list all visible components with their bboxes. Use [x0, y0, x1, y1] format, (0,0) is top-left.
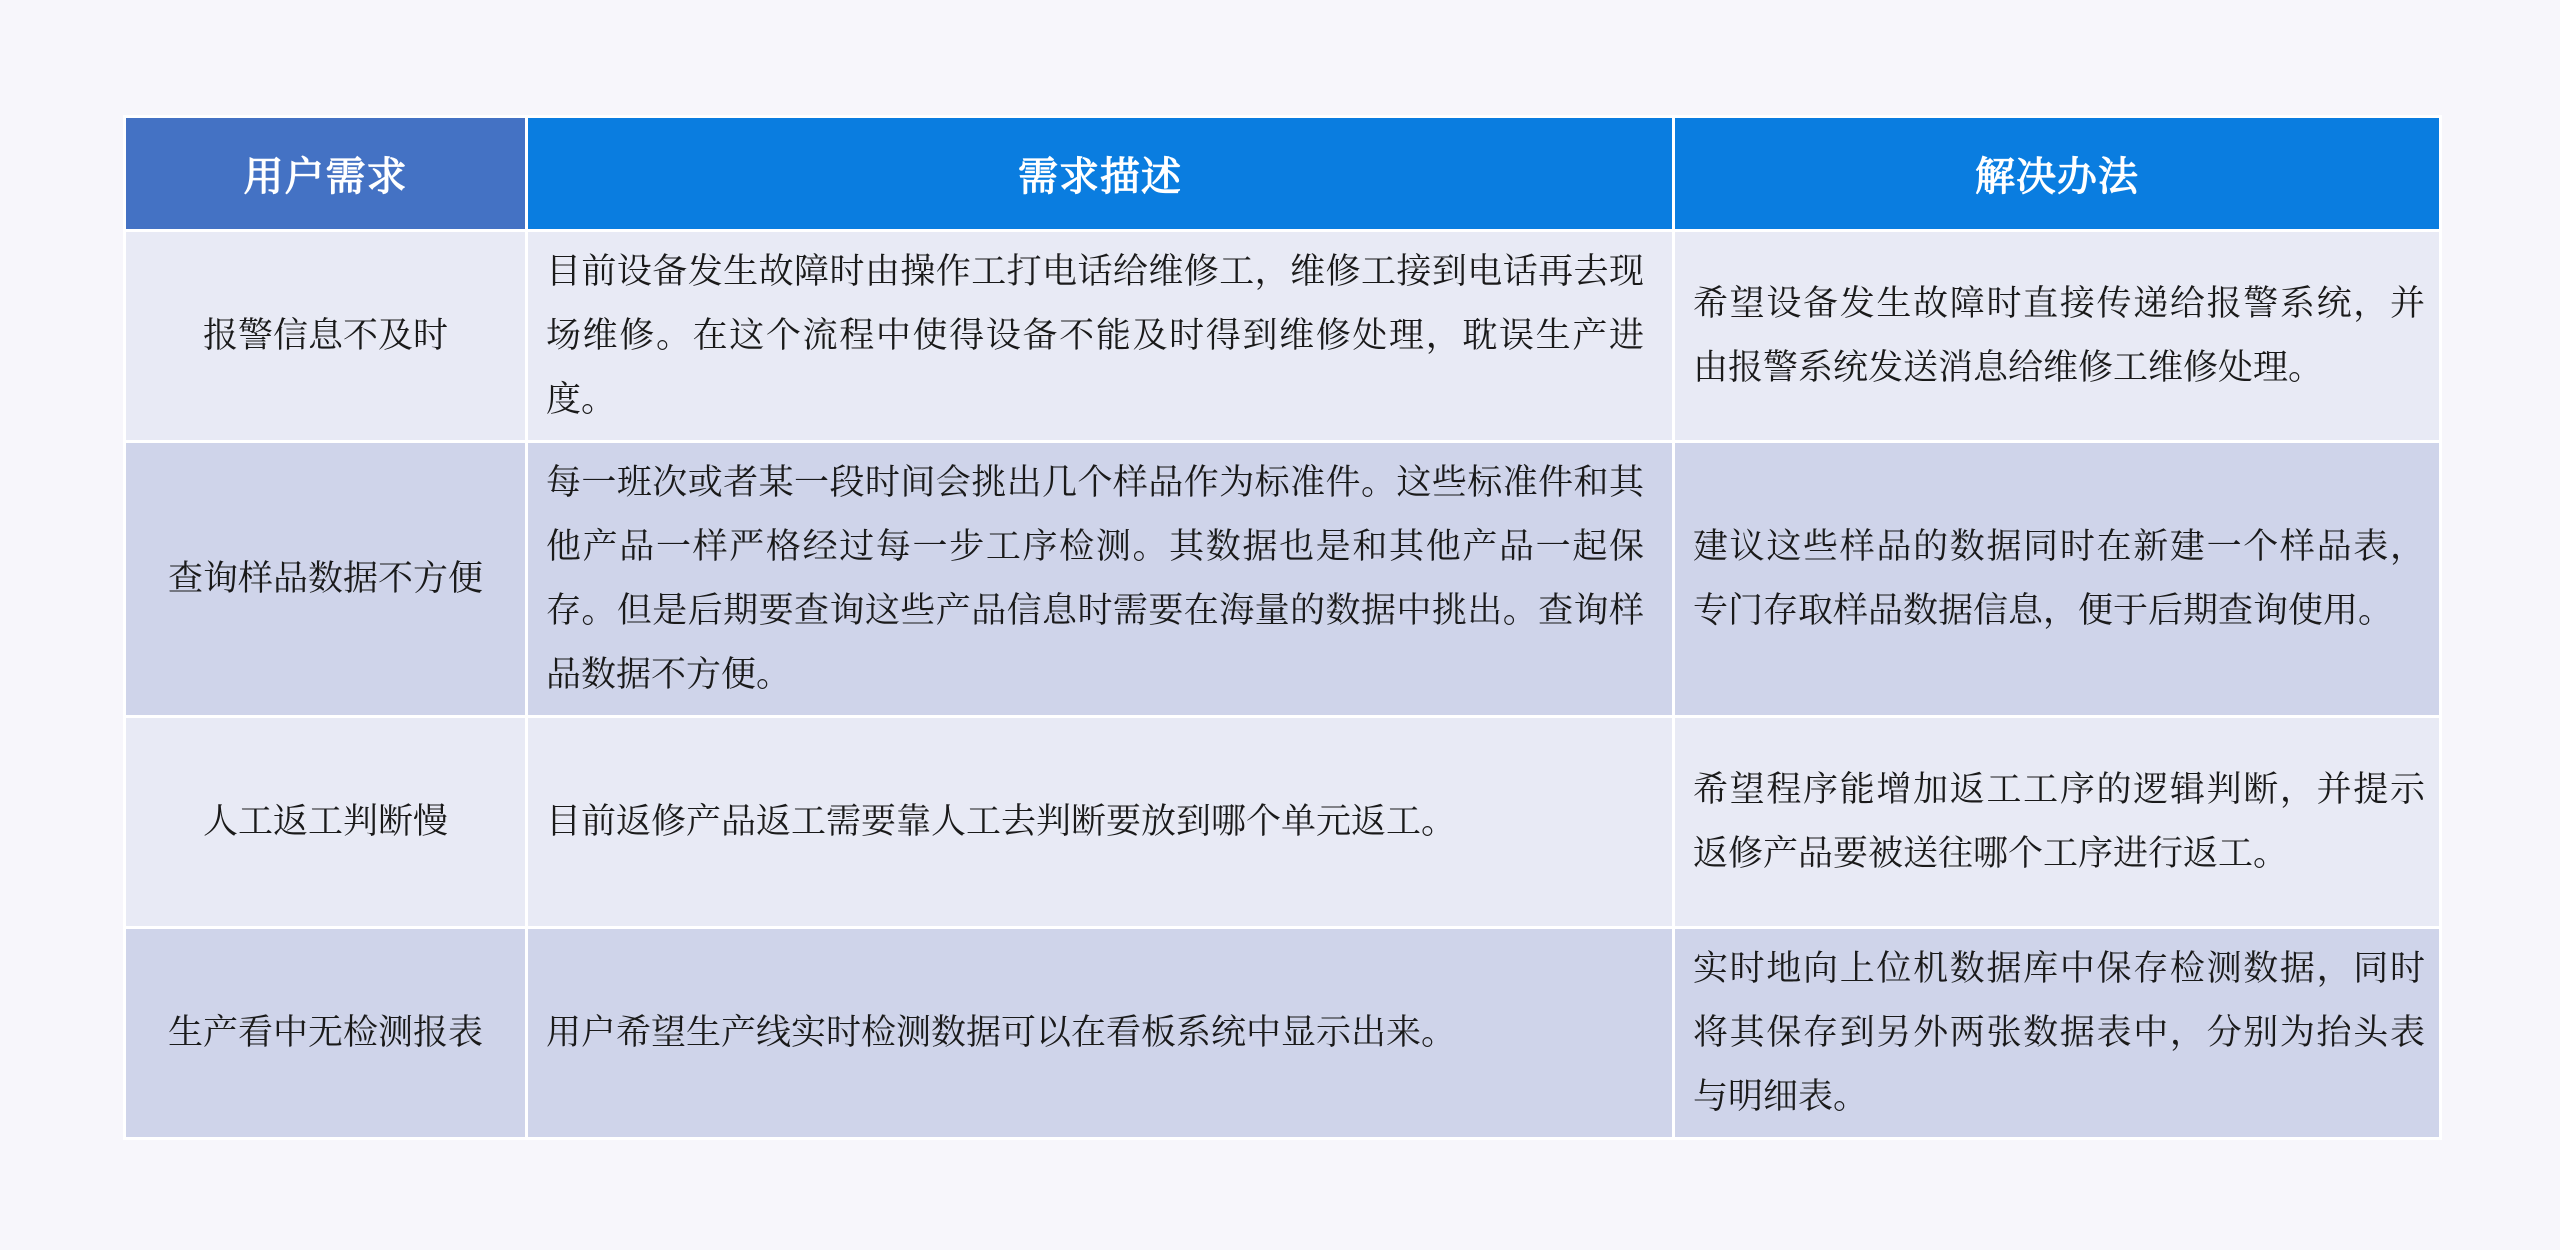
cell-description: 用户希望生产线实时检测数据可以在看板系统中显示出来。 [527, 928, 1674, 1139]
cell-solution: 建议这些样品的数据同时在新建一个样品表，专门存取样品数据信息，便于后期查询使用。 [1674, 442, 2441, 717]
requirements-table [123, 115, 2442, 1140]
table-row [125, 717, 2441, 928]
header-need-description: 需求描述 [527, 117, 1674, 231]
table-row [125, 928, 2441, 1139]
cell-need: 报警信息不及时 [125, 231, 527, 442]
cell-need: 生产看中无检测报表 [125, 928, 527, 1139]
header-solution: 解决办法 [1674, 117, 2441, 231]
header-user-need: 用户需求 [125, 117, 527, 231]
table-row [125, 231, 2441, 442]
cell-description: 目前设备发生故障时由操作工打电话给维修工，维修工接到电话再去现场维修。在这个流程中使得设备不能及时得到维修处理，耽误生产进度。 [527, 231, 1674, 442]
table-row [125, 442, 2441, 717]
cell-need: 人工返工判断慢 [125, 717, 527, 928]
cell-description: 目前返修产品返工需要靠人工去判断要放到哪个单元返工。 [527, 717, 1674, 928]
cell-solution: 实时地向上位机数据库中保存检测数据，同时将其保存到另外两张数据表中，分别为抬头表与明细表。 [1674, 928, 2441, 1139]
requirements-table-container [123, 115, 2439, 1140]
cell-solution: 希望设备发生故障时直接传递给报警系统，并由报警系统发送消息给维修工维修处理。 [1674, 231, 2441, 442]
cell-need: 查询样品数据不方便 [125, 442, 527, 717]
cell-solution: 希望程序能增加返工工序的逻辑判断，并提示返修产品要被送往哪个工序进行返工。 [1674, 717, 2441, 928]
cell-description: 每一班次或者某一段时间会挑出几个样品作为标准件。这些标准件和其他产品一样严格经过每一步工序检测。其数据也是和其他产品一起保存。但是后期要查询这些产品信息时需要在海量的数据中挑出。查询样品数据不方便。 [527, 442, 1674, 717]
table-header-row [125, 117, 2441, 231]
